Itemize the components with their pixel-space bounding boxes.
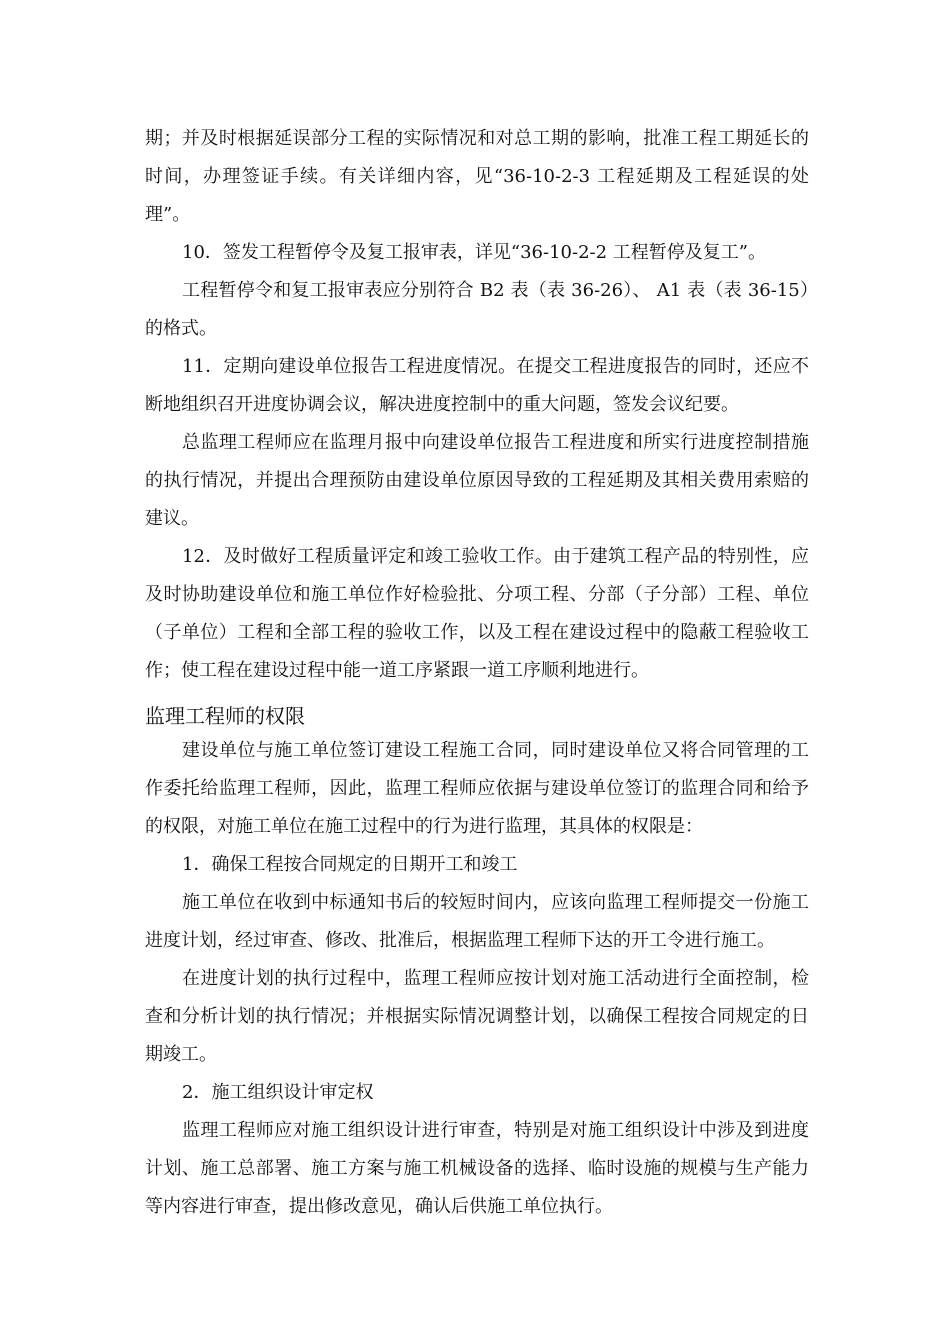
section-heading: 监理工程师的权限 [145, 704, 305, 728]
paragraph-design-review: 监理工程师应对施工组织设计进行审查，特别是对施工组织设计中涉及到进度计划、施工总部署、施工方案与施工机械设备的选择、临时设施的规模与生产能力等内容进行审查，提出修改意见，确认后供施工单位执行。 [145, 1120, 809, 1217]
paragraph-item-12: 12．及时做好工程质量评定和竣工验收工作。由于建筑工程产品的特别性，应及时协助建设单位和施工单位作好检验批、分项工程、分部（子分部）工程、单位（子单位）工程和全部工程的验收工作，以及工程在建设过程中的隐蔽工程验收工作；使工程在建设过程中能一道工序紧跟一道工序顺利地进行。 [145, 546, 809, 681]
paragraph-authority-2: 2．施工组织设计审定权 [182, 1082, 374, 1103]
document-page [145, 120, 809, 1226]
paragraph-delay-approval: 期；并及时根据延误部分工程的实际情况和对总工期的影响，批准工程工期延长的时间，办理签证手续。有关详细内容，见“36-10-2-3 工程延期及工程延误的处理”。 [145, 128, 809, 225]
paragraph-item-11: 11．定期向建设单位报告工程进度情况。在提交工程进度报告的同时，还应不断地组织召开进度协调会议，解决进度控制中的重大问题，签发会议纪要。 [145, 356, 809, 415]
paragraph-item-10: 10．签发工程暂停令及复工报审表，详见“36-10-2-2 工程暂停及复工”。 [182, 242, 766, 263]
paragraph-form-format: 工程暂停令和复工报审表应分别符合 B2 表（表 36-26）、 A1 表（表 36-15）的格式。 [145, 280, 809, 339]
paragraph-schedule-submission: 施工单位在收到中标通知书后的较短时间内，应该向监理工程师提交一份施工进度计划，经过审查、修改、批准后，根据监理工程师下达的开工令进行施工。 [145, 892, 809, 951]
paragraph-schedule-control: 在进度计划的执行过程中，监理工程师应按计划对施工活动进行全面控制，检查和分析计划的执行情况；并根据实际情况调整计划，以确保工程按合同规定的日期竣工。 [145, 968, 809, 1065]
paragraph-authority-1: 1．确保工程按合同规定的日期开工和竣工 [182, 854, 518, 875]
paragraph-authority-intro: 建设单位与施工单位签订建设工程施工合同，同时建设单位又将合同管理的工作委托给监理工程师，因此，监理工程师应依据与建设单位签订的监理合同和给予的权限，对施工单位在施工过程中的行为进行监理，其具体的权限是： [145, 740, 809, 837]
paragraph-monthly-report: 总监理工程师应在监理月报中向建设单位报告工程进度和所实行进度控制措施的执行情况，并提出合理预防由建设单位原因导致的工程延期及其相关费用索赔的建议。 [145, 432, 809, 529]
